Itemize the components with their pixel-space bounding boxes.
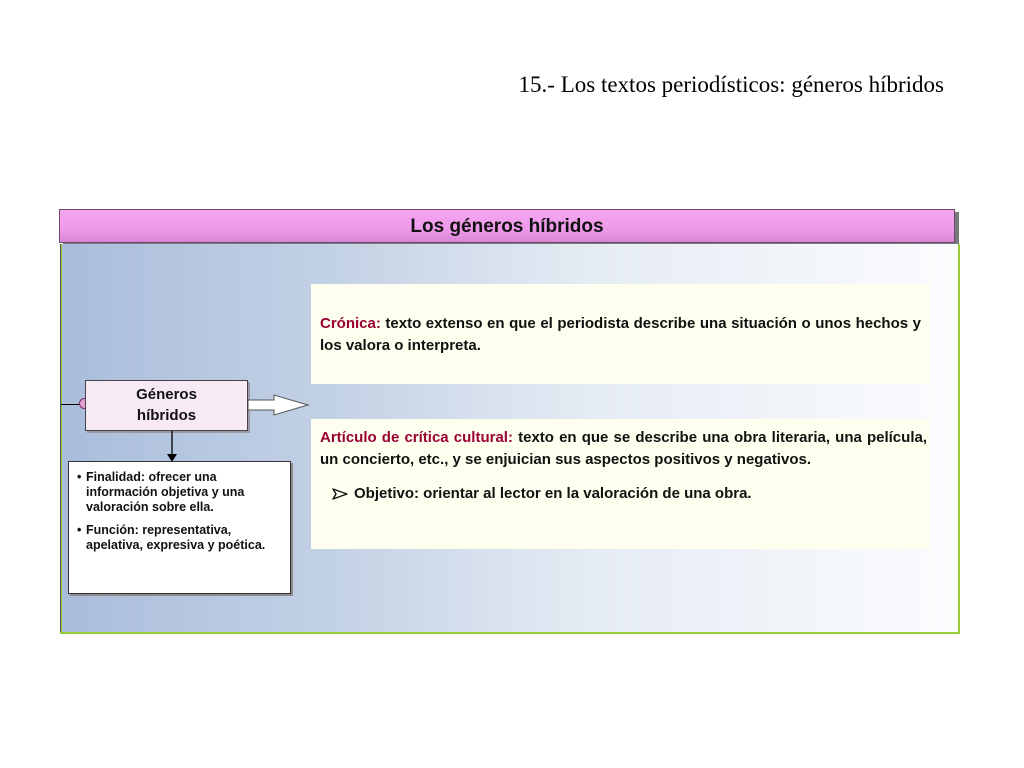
info-item-finalidad bbox=[77, 470, 284, 515]
objective-text: Objetivo: orientar al lector en la valoración de una obra. bbox=[354, 485, 752, 502]
objective-line bbox=[320, 483, 927, 505]
cronica-term: Crónica: bbox=[320, 315, 381, 332]
info-item-text: Función: representativa, apelativa, expresiva y poética. bbox=[86, 523, 266, 552]
panel-left-edge bbox=[60, 244, 61, 632]
articulo-term: Artículo de crítica cultural: bbox=[320, 429, 513, 446]
generos-box-line2: híbridos bbox=[136, 407, 197, 424]
info-item-funcion bbox=[77, 523, 284, 553]
arrowhead-right-icon bbox=[332, 488, 348, 500]
articulo-card bbox=[311, 419, 930, 549]
info-box bbox=[68, 461, 291, 594]
section-header: Los géneros híbridos bbox=[59, 209, 955, 243]
connector-line bbox=[61, 404, 81, 405]
info-item-text: Finalidad: ofrecer una información objetiva y una valoración sobre ella. bbox=[86, 470, 245, 514]
articulo-definition: texto en que se describe una obra literaria, una película, un concierto, etc., y se enjuician sus aspectos positivos y negativos. bbox=[320, 429, 927, 468]
bullet-icon: • bbox=[77, 470, 82, 484]
bullet-icon: • bbox=[77, 523, 82, 537]
slide-title: 15.- Los textos periodísticos: géneros híbridos bbox=[518, 72, 944, 97]
cronica-card bbox=[311, 284, 930, 384]
cronica-definition: texto extenso en que el periodista describe una situación o unos hechos y los valora o interpreta. bbox=[320, 315, 921, 354]
generos-box-line1: Géneros bbox=[136, 386, 197, 403]
down-arrow-icon bbox=[165, 431, 179, 463]
right-arrow-icon bbox=[248, 394, 310, 416]
generos-hibridos-box bbox=[85, 380, 248, 431]
